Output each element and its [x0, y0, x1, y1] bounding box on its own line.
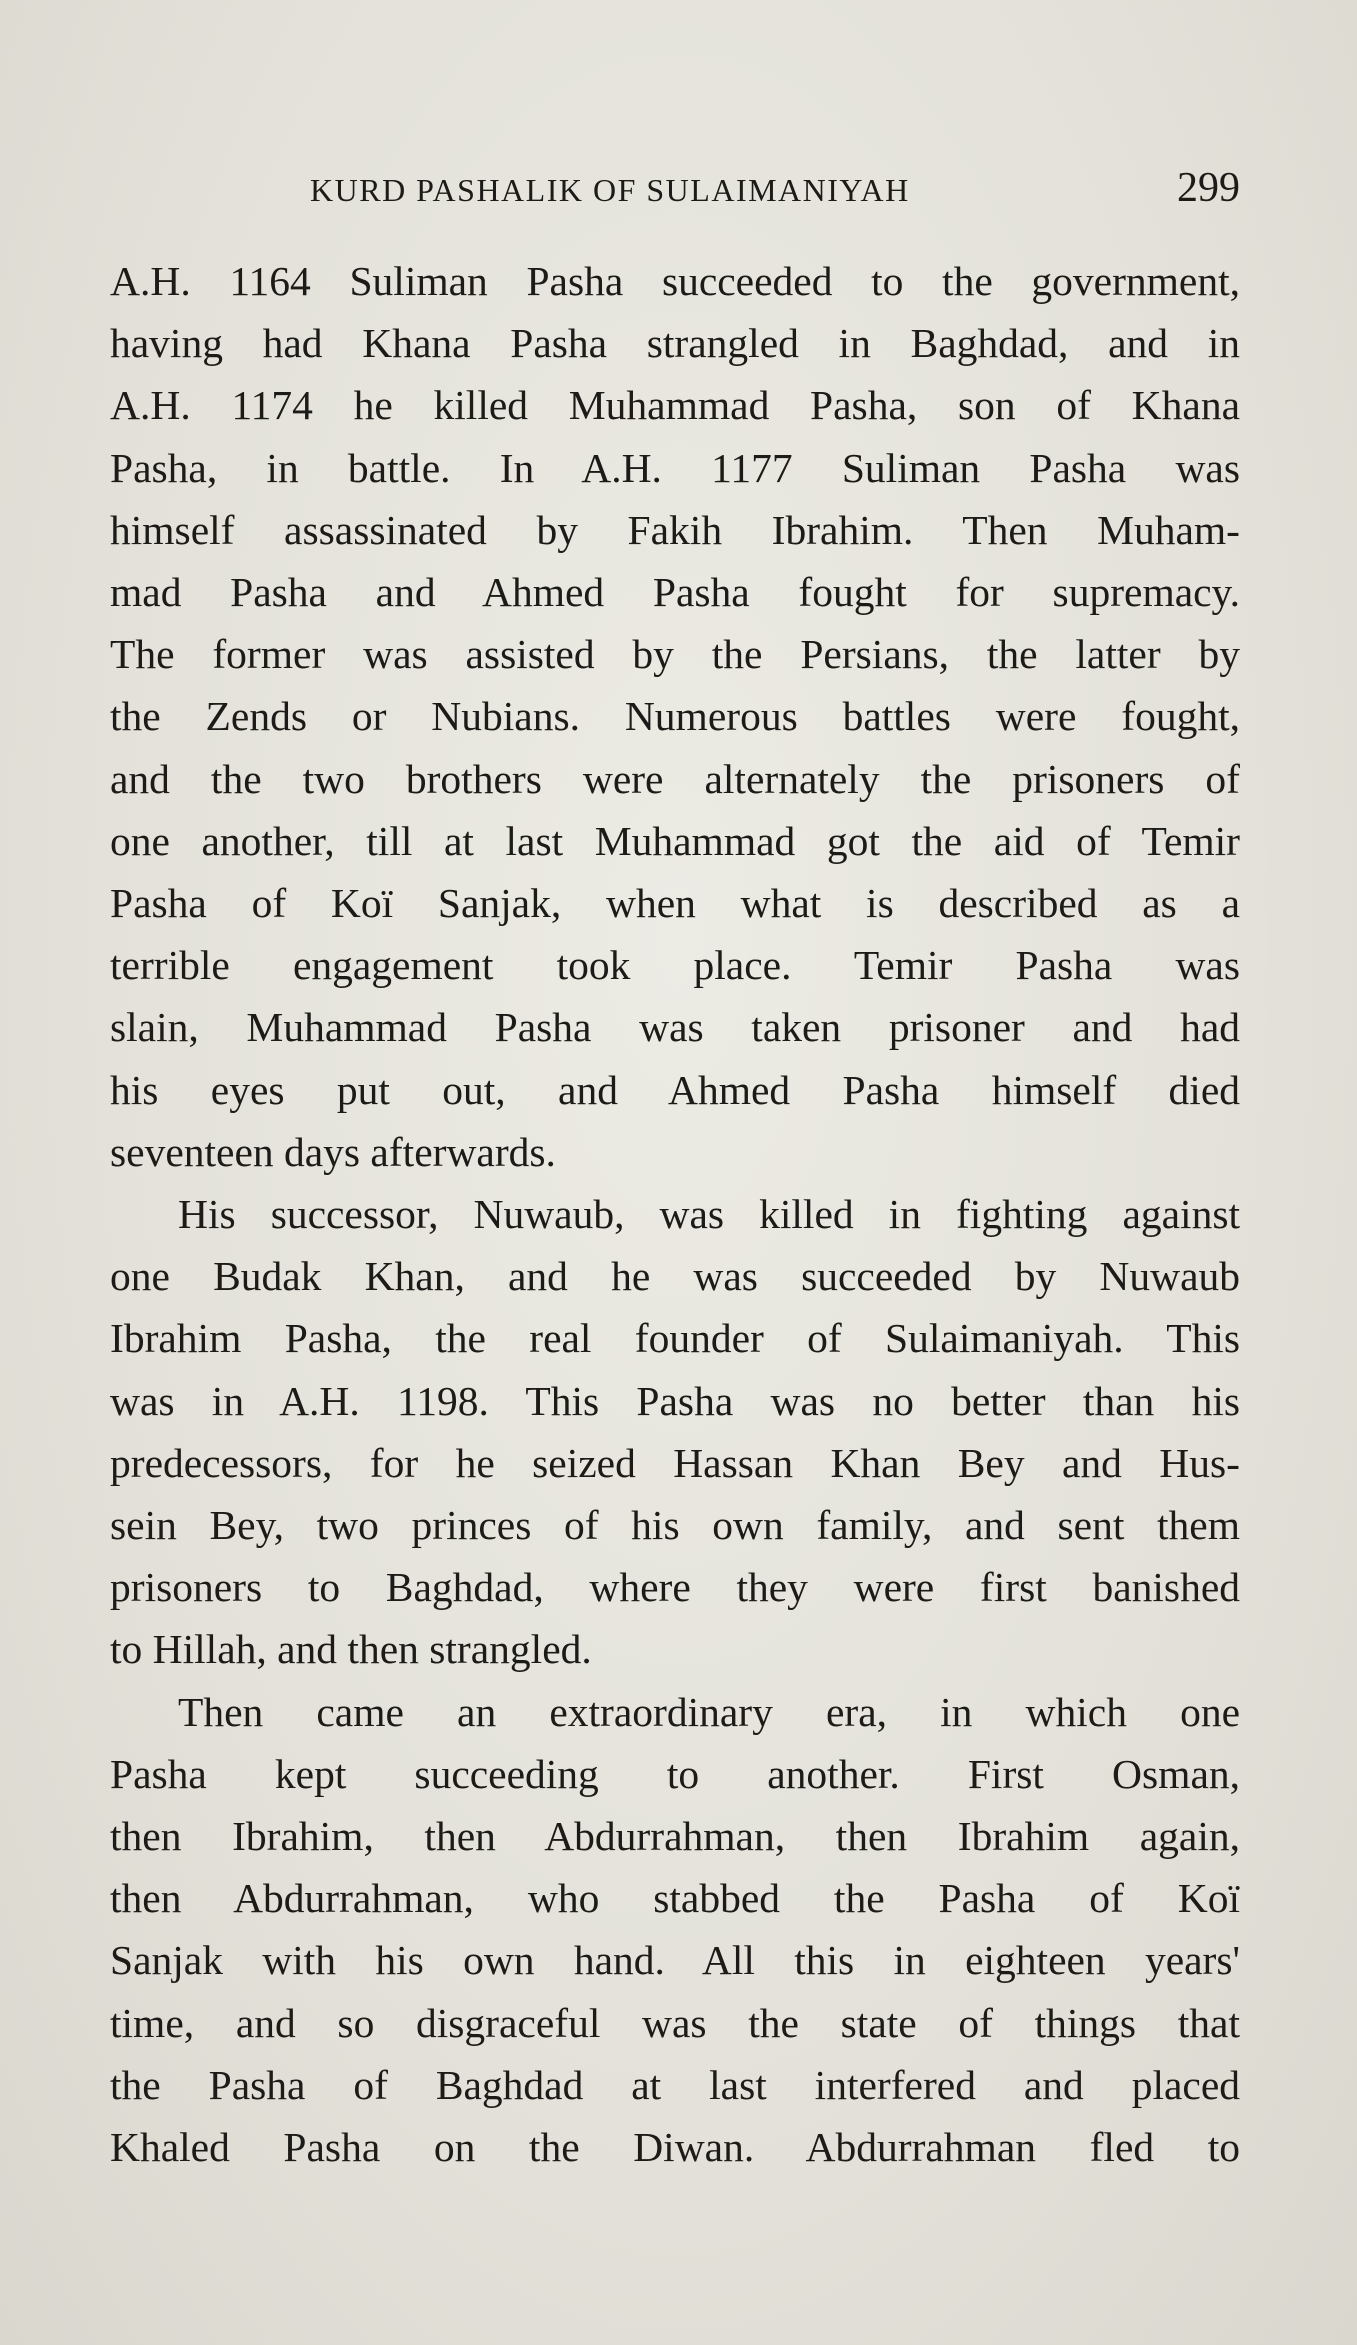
- text-line: himself assassinated by Fakih Ibrahim. Then Muham-: [110, 506, 1240, 553]
- text-line: his eyes put out, and Ahmed Pasha himself died: [110, 1066, 1240, 1113]
- text-line: A.H. 1174 he killed Muhammad Pasha, son of Khana: [110, 382, 1240, 429]
- text-line: predecessors, for he seized Hassan Khan Bey and Hus-: [110, 1439, 1240, 1486]
- text-line: Sanjak with his own hand. All this in eighteen years': [110, 1937, 1240, 1984]
- text-line: was in A.H. 1198. This Pasha was no better than his: [110, 1377, 1240, 1424]
- text-line: Khaled Pasha on the Diwan. Abdurrahman fled to: [110, 2124, 1240, 2171]
- text-line: His successor, Nuwaub, was killed in fighting against: [178, 1191, 1240, 1238]
- text-line: time, and so disgraceful was the state of things that: [110, 1999, 1240, 2046]
- text-line: terrible engagement took place. Temir Pasha was: [110, 942, 1240, 989]
- paragraph-1: [110, 250, 1240, 1183]
- text-line: then Abdurrahman, who stabbed the Pasha of Koï: [110, 1875, 1240, 1922]
- paragraph-3: [110, 1681, 1240, 2179]
- text-line: prisoners to Baghdad, where they were first banished: [110, 1564, 1240, 1611]
- text-line: Pasha of Koï Sanjak, when what is described as a: [110, 880, 1240, 927]
- text-line: to Hillah, and then strangled.: [110, 1626, 592, 1673]
- text-line: mad Pasha and Ahmed Pasha fought for supremacy.: [110, 569, 1240, 616]
- text-line: Pasha, in battle. In A.H. 1177 Suliman Pasha was: [110, 444, 1240, 491]
- text-line: Ibrahim Pasha, the real founder of Sulaimaniyah. This: [110, 1315, 1240, 1362]
- body-text: [110, 250, 1240, 2178]
- paragraph-2: [110, 1183, 1240, 1681]
- page-number: 299: [1177, 165, 1240, 211]
- text-line: slain, Muhammad Pasha was taken prisoner and had: [110, 1004, 1240, 1051]
- text-line: having had Khana Pasha strangled in Baghdad, and in: [110, 320, 1240, 367]
- text-line: Then came an extraordinary era, in which one: [178, 1688, 1240, 1735]
- page-header: [110, 165, 1240, 218]
- text-line: and the two brothers were alternately the prisoners of: [110, 755, 1240, 802]
- text-line: A.H. 1164 Suliman Pasha succeeded to the government,: [110, 258, 1240, 304]
- text-line: one another, till at last Muhammad got the aid of Temir: [110, 817, 1240, 864]
- text-line: the Zends or Nubians. Numerous battles were fought,: [110, 693, 1240, 740]
- text-line: then Ibrahim, then Abdurrahman, then Ibrahim again,: [110, 1813, 1240, 1860]
- text-line: Pasha kept succeeding to another. First Osman,: [110, 1750, 1240, 1797]
- text-line: one Budak Khan, and he was succeeded by Nuwaub: [110, 1253, 1240, 1300]
- text-line: the Pasha of Baghdad at last interfered and placed: [110, 2061, 1240, 2108]
- running-head: KURD PASHALIK OF SULAIMANIYAH: [310, 172, 910, 208]
- text-line: The former was assisted by the Persians, the latter by: [110, 631, 1240, 678]
- text-line: sein Bey, two princes of his own family, and sent them: [110, 1502, 1240, 1549]
- text-line: seventeen days afterwards.: [110, 1128, 556, 1175]
